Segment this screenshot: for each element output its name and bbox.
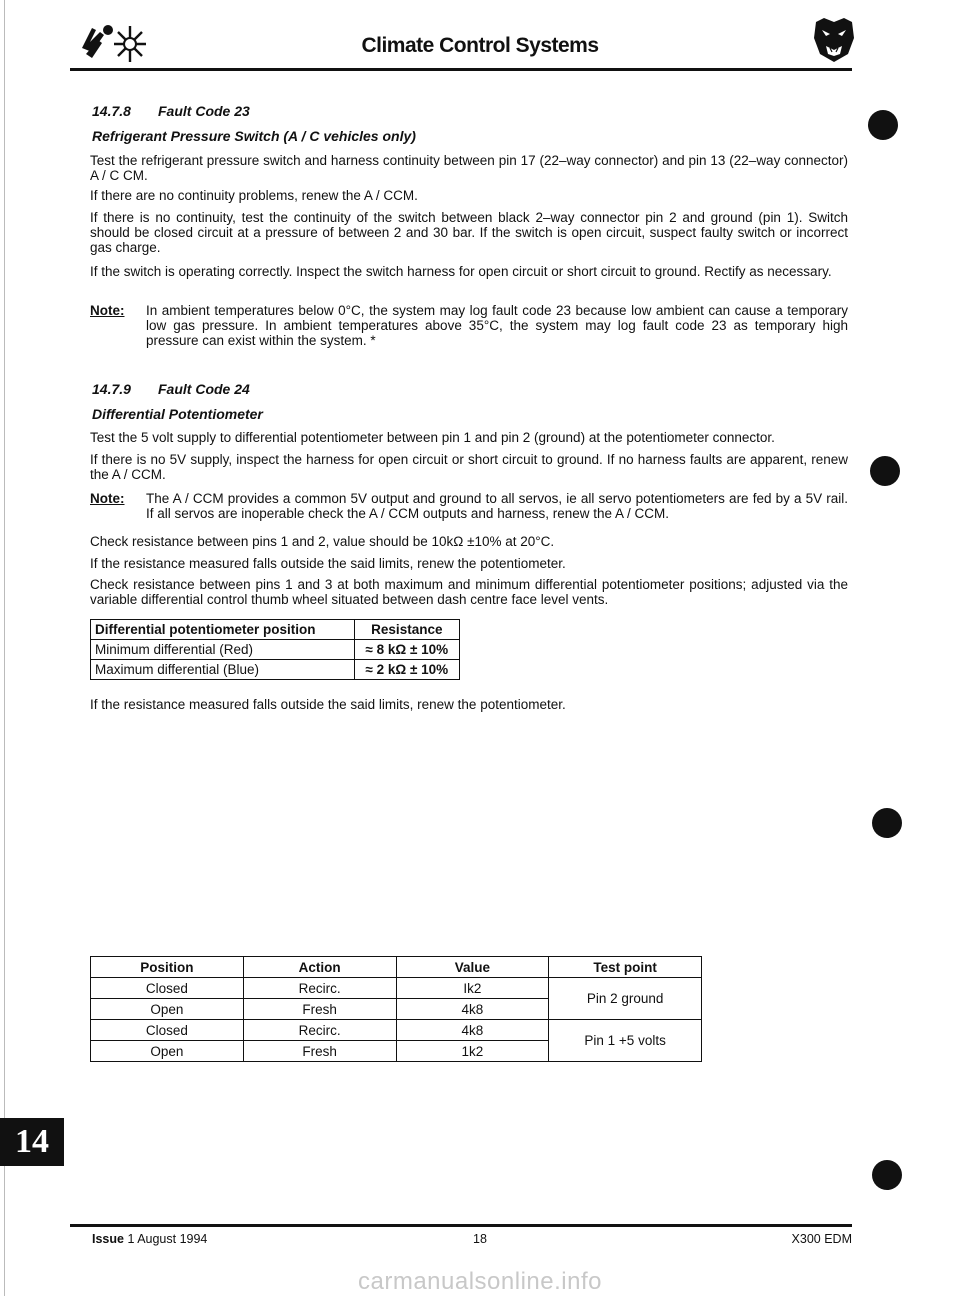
table-row [91,1020,702,1041]
footer-doc-id: X300 EDM [791,1232,852,1246]
table-row [91,660,460,680]
chapter-tab: 14 [0,1118,64,1166]
table-cell: 1k2 [396,1041,549,1062]
footer-issue-date: 1 August 1994 [127,1232,208,1246]
note-block [90,491,848,521]
table-cell: Closed [91,978,244,999]
margin-bullet-icon [868,110,898,140]
column-header: Differential potentiometer position [91,620,355,640]
paragraph: If the resistance measured falls outside the said limits, renew the potentiometer. [90,556,566,571]
margin-bullet-icon [872,1160,902,1190]
column-header: Action [243,957,396,978]
section-number: 14.7.8 [92,103,131,119]
binding-edge-line [4,0,5,1296]
test-point-table [90,956,702,1062]
paragraph: Test the refrigerant pressure switch and harness continuity between pin 17 (22–way connector) and pin 13 (22–way connector) A / C CM. [90,153,848,183]
section-heading-14-7-8 [92,103,250,119]
table-cell: Pin 2 ground [549,978,702,1020]
table-cell: Closed [91,1020,244,1041]
section-subtitle: Differential Potentiometer [92,406,263,422]
paragraph: Test the 5 volt supply to differential potentiometer between pin 1 and pin 2 (ground) at the potentiometer connector. [90,430,775,445]
table-cell: 4k8 [396,999,549,1020]
table-cell: ≈ 8 kΩ ± 10% [354,640,459,660]
table-cell: Recirc. [243,978,396,999]
table-cell: Minimum differential (Red) [91,640,355,660]
table-cell: Open [91,1041,244,1062]
footer-rule [70,1224,852,1227]
table-cell: Pin 1 +5 volts [549,1020,702,1062]
table-cell: Recirc. [243,1020,396,1041]
table-cell: Fresh [243,1041,396,1062]
section-heading-14-7-9 [92,381,250,397]
table-cell: ≈ 2 kΩ ± 10% [354,660,459,680]
paragraph: Check resistance between pins 1 and 3 at both maximum and minimum differential potentiometer positions; adjusted via the variable differential control thumb wheel situated between dash centre face level vents. [90,577,848,607]
table-cell: Fresh [243,999,396,1020]
resistance-table [90,619,460,680]
paragraph: Check resistance between pins 1 and 2, value should be 10kΩ ±10% at 20°C. [90,534,555,549]
page-title: Climate Control Systems [361,34,599,57]
margin-bullet-icon [872,808,902,838]
section-subtitle: Refrigerant Pressure Switch (A / C vehicles only) [92,128,416,144]
note-label: Note: [90,491,125,506]
column-header: Resistance [354,620,459,640]
table-cell: Ik2 [396,978,549,999]
paragraph: If the resistance measured falls outside the said limits, renew the potentiometer. [90,697,566,712]
watermark: carmanualsonline.info [358,1268,602,1295]
page-number: 18 [473,1232,487,1246]
section-number: 14.7.9 [92,381,131,397]
table-cell: Open [91,999,244,1020]
column-header: Position [91,957,244,978]
table-header-row [91,620,460,640]
margin-bullet-icon [870,456,900,486]
note-text: The A / CCM provides a common 5V output and ground to all servos, ie all servo potentiometers are fed by a 5V rail. If all servos are inoperable check the A / CCM outputs and harness, renew the A / CCM. [146,491,848,521]
section-title: Fault Code 23 [158,103,250,119]
table-cell: 4k8 [396,1020,549,1041]
table-header-row [91,957,702,978]
note-text: In ambient temperatures below 0°C, the system may log fault code 23 because low ambient can cause a temporary low gas pressure. In ambient temperatures above 35°C, the system may log fault code 23 as temporary high pressure can exist within the system. * [146,303,848,348]
section-title: Fault Code 24 [158,381,250,397]
column-header: Test point [549,957,702,978]
paragraph: If there are no continuity problems, renew the A / CCM. [90,188,418,203]
paragraph: If there is no continuity, test the continuity of the switch between black 2–way connector pin 2 and ground (pin 1). Switch should be closed circuit at a pressure of between 2 and 30 bar. If the switch is open circuit, suspect faulty switch or incorrect gas charge. [90,210,848,255]
table-cell: Maximum differential (Blue) [91,660,355,680]
paragraph: If the switch is operating correctly. Inspect the switch harness for open circuit or short circuit to ground. Rectify as necessary. [90,264,832,279]
note-block [90,303,848,348]
jaguar-head-logo-icon [810,14,858,71]
table-row [91,978,702,999]
header-rule [70,68,852,71]
note-label: Note: [90,303,125,318]
column-header: Value [396,957,549,978]
paragraph: If there is no 5V supply, inspect the harness for open circuit or short circuit to ground. If no harness faults are apparent, renew the A / CCM. [90,452,848,482]
footer-issue-label: Issue [92,1232,124,1246]
table-row [91,640,460,660]
